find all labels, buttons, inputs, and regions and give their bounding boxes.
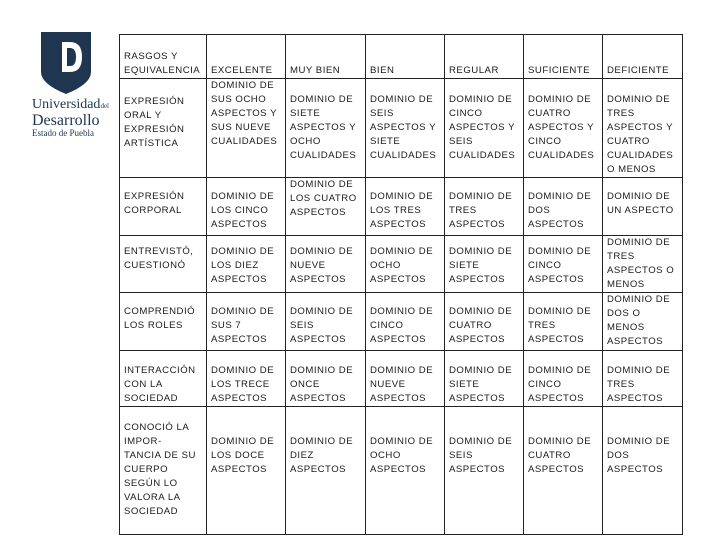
row-label: COMPRENDIÓ LOS ROLES bbox=[120, 293, 207, 351]
table-cell: DOMINIO DE TRES ASPECTOS bbox=[524, 293, 603, 351]
header-row bbox=[120, 35, 683, 79]
table-cell: DOMINIO DE TRES ASPECTOS O MENOS bbox=[603, 236, 683, 293]
table-cell: DOMINIO DE CINCO ASPECTOS bbox=[366, 293, 445, 351]
table-row bbox=[120, 407, 683, 535]
logo-line-2: Desarrollo bbox=[32, 112, 100, 129]
row-label: CONOCIÓ LA IMPOR- TANCIA DE SU CUERPO SEGÚN LO VALORA LA SOCIEDAD bbox=[120, 407, 207, 535]
table-row bbox=[120, 178, 683, 236]
table-cell: DOMINIO DE SIETE ASPECTOS bbox=[445, 236, 524, 293]
table-cell: DOMINIO DE CUATRO ASPECTOS bbox=[445, 293, 524, 351]
table-cell: DOMINIO DE CINCO ASPECTOS bbox=[524, 351, 603, 407]
table-cell: DOMINIO DE CINCO ASPECTOS bbox=[524, 236, 603, 293]
table-row bbox=[120, 351, 683, 407]
row-label: EXPRESIÓN CORPORAL bbox=[120, 178, 207, 236]
table-cell: DOMINIO DE SEIS ASPECTOS Y SIETE CUALIDADES bbox=[366, 79, 445, 178]
table-cell: DOMINIO DE LOS TRECE ASPECTOS bbox=[207, 351, 286, 407]
table-cell: DOMINIO DE SUS OCHO ASPECTOS Y SUS NUEVE CUALIDADES bbox=[207, 79, 286, 178]
table-row bbox=[120, 293, 683, 351]
table-cell: DOMINIO DE CUATRO ASPECTOS bbox=[524, 407, 603, 535]
table-cell: DOMINIO DE OCHO ASPECTOS bbox=[366, 407, 445, 535]
table-cell: DOMINIO DE SEIS ASPECTOS bbox=[445, 407, 524, 535]
table-cell: DOMINIO DE NUEVE ASPECTOS bbox=[286, 236, 366, 293]
table-cell: DOMINIO DE NUEVE ASPECTOS bbox=[366, 351, 445, 407]
logo-line-1: Universidaddel bbox=[32, 97, 109, 112]
shield-d-icon bbox=[41, 32, 91, 94]
table-cell: DOMINIO DE TRES ASPECTOS Y CUATRO CUALIDADES O MENOS bbox=[603, 79, 683, 178]
table-cell: DOMINIO DE SIETE ASPECTOS bbox=[445, 351, 524, 407]
header-bien: BIEN bbox=[366, 35, 445, 79]
header-suficiente: SUFICIENTE bbox=[524, 35, 603, 79]
table-cell: DOMINIO DE ONCE ASPECTOS bbox=[286, 351, 366, 407]
table-cell: DOMINIO DE UN ASPECTO bbox=[603, 178, 683, 236]
table-cell: DOMINIO DE TRES ASPECTOS bbox=[445, 178, 524, 236]
header-muy-bien: MUY BIEN bbox=[286, 35, 366, 79]
table-cell: DOMINIO DE DOS ASPECTOS bbox=[524, 178, 603, 236]
table-cell: DOMINIO DE SIETE ASPECTOS Y OCHO CUALIDADES bbox=[286, 79, 366, 178]
table-cell: DOMINIO DE DOS ASPECTOS bbox=[603, 407, 683, 535]
table-cell: DOMINIO DE OCHO ASPECTOS bbox=[366, 236, 445, 293]
table-row bbox=[120, 79, 683, 178]
row-label: ENTREVISTÓ, CUESTIONÓ bbox=[120, 236, 207, 293]
table-cell: DOMINIO DE LOS TRES ASPECTOS bbox=[366, 178, 445, 236]
table-cell: DOMINIO DE CINCO ASPECTOS Y SEIS CUALIDADES bbox=[445, 79, 524, 178]
table-cell: DOMINIO DE LOS CINCO ASPECTOS bbox=[207, 178, 286, 236]
table-cell: DOMINIO DE DOS O MENOS ASPECTOS bbox=[603, 293, 683, 351]
row-label: INTERACCIÓN CON LA SOCIEDAD bbox=[120, 351, 207, 407]
logo-line-3: Estado de Puebla bbox=[32, 128, 94, 138]
university-logo bbox=[28, 32, 118, 142]
table-cell: DOMINIO DE SEIS ASPECTOS bbox=[286, 293, 366, 351]
rubric-table bbox=[119, 34, 683, 535]
header-rasgos: RASGOS Y EQUIVALENCIA bbox=[120, 35, 207, 79]
table-cell: DOMINIO DE LOS CUATRO ASPECTOS bbox=[286, 178, 366, 236]
table-cell: DOMINIO DE LOS DOCE ASPECTOS bbox=[207, 407, 286, 535]
header-excelente: EXCELENTE bbox=[207, 35, 286, 79]
table-row bbox=[120, 236, 683, 293]
table-cell: DOMINIO DE LOS DIEZ ASPECTOS bbox=[207, 236, 286, 293]
header-regular: REGULAR bbox=[445, 35, 524, 79]
header-deficiente: DEFICIENTE bbox=[603, 35, 683, 79]
table-cell: DOMINIO DE CUATRO ASPECTOS Y CINCO CUALIDADES bbox=[524, 79, 603, 178]
table-cell: DOMINIO DE SUS 7 ASPECTOS bbox=[207, 293, 286, 351]
table-cell: DOMINIO DE TRES ASPECTOS bbox=[603, 351, 683, 407]
table-cell: DOMINIO DE DIEZ ASPECTOS bbox=[286, 407, 366, 535]
row-label: EXPRESIÓN ORAL Y EXPRESIÓN ARTÍSTICA bbox=[120, 79, 207, 178]
